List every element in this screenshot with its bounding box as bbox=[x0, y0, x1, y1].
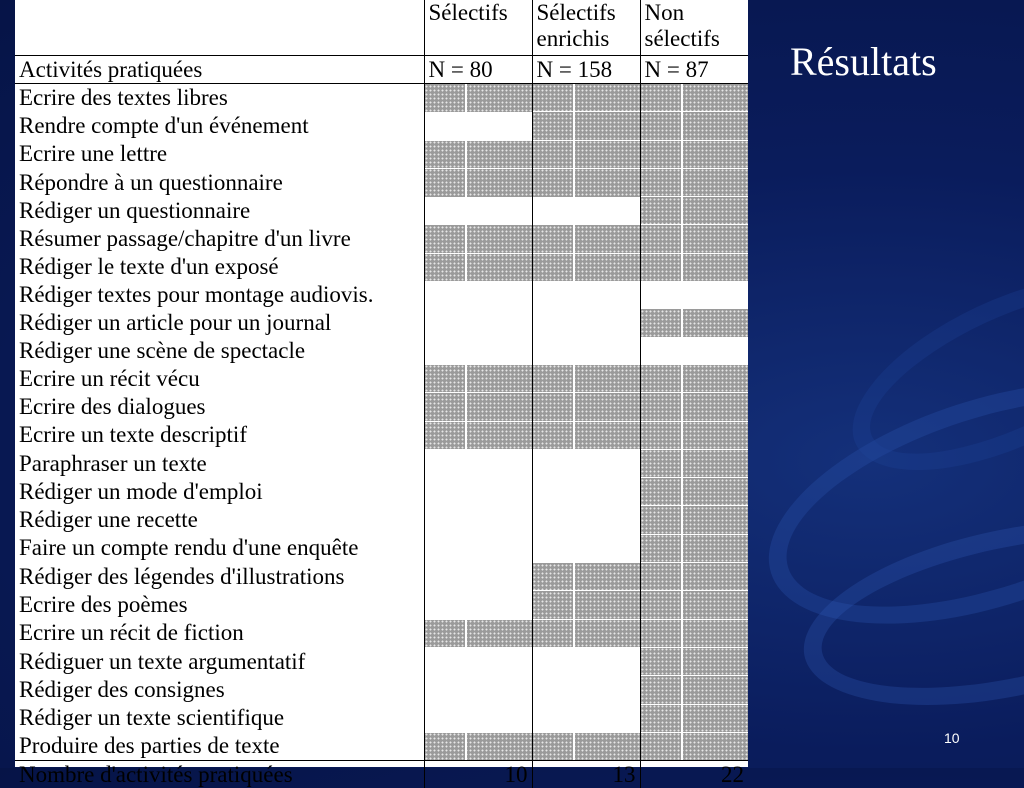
practice-cell-selectifs bbox=[424, 225, 532, 253]
practice-cell-non-selectifs bbox=[640, 225, 748, 253]
slide-title: Résultats bbox=[790, 39, 937, 84]
sample-size-row bbox=[15, 56, 748, 84]
practice-cell-selectifs bbox=[424, 364, 532, 392]
sample-size-enrichis: N = 158 bbox=[532, 56, 640, 84]
practice-cell-enrichis bbox=[532, 197, 640, 225]
slide-number: 10 bbox=[944, 730, 960, 746]
table-row bbox=[15, 140, 748, 168]
practice-cell-selectifs bbox=[424, 506, 532, 534]
activity-label: Résumer passage/chapitre d'un livre bbox=[19, 226, 351, 252]
activity-label: Rédiger une recette bbox=[19, 507, 198, 533]
activity-label: Ecrire des poèmes bbox=[19, 591, 188, 617]
activity-label: Rédiger un questionnaire bbox=[19, 197, 251, 223]
practice-cell-non-selectifs bbox=[640, 393, 748, 421]
table-row bbox=[15, 364, 748, 392]
table-row bbox=[15, 619, 748, 647]
practice-cell-enrichis bbox=[532, 421, 640, 449]
activity-label: Rédiger un mode d'emploi bbox=[19, 478, 263, 504]
practice-cell-selectifs bbox=[424, 449, 532, 477]
practice-cell-non-selectifs bbox=[640, 732, 748, 760]
activity-label: Paraphraser un texte bbox=[19, 450, 207, 476]
practice-cell-non-selectifs bbox=[640, 506, 748, 534]
practice-cell-selectifs bbox=[424, 253, 532, 281]
table-header-row bbox=[15, 0, 748, 56]
practice-cell-non-selectifs bbox=[640, 197, 748, 225]
practice-cell-non-selectifs bbox=[640, 112, 748, 140]
header-non-line1: Non bbox=[644, 0, 685, 25]
total-enrichis: 13 bbox=[532, 761, 640, 788]
table-row bbox=[15, 225, 748, 253]
practice-cell-non-selectifs bbox=[640, 676, 748, 704]
table-row bbox=[15, 478, 748, 506]
practice-cell-selectifs bbox=[424, 619, 532, 647]
table-row bbox=[15, 309, 748, 337]
table-row bbox=[15, 197, 748, 225]
table-row bbox=[15, 168, 748, 196]
activity-label: Rédiger des légendes d'illustrations bbox=[19, 563, 345, 589]
practice-cell-enrichis bbox=[532, 506, 640, 534]
activity-label: Rédiger une scène de spectacle bbox=[19, 337, 306, 363]
practice-cell-enrichis bbox=[532, 281, 640, 309]
table-row bbox=[15, 84, 748, 112]
practice-cell-selectifs bbox=[424, 309, 532, 337]
practice-cell-selectifs bbox=[424, 732, 532, 760]
practice-cell-enrichis bbox=[532, 225, 640, 253]
header-empty-cell bbox=[15, 0, 424, 56]
practice-cell-enrichis bbox=[532, 478, 640, 506]
practice-cell-selectifs bbox=[424, 140, 532, 168]
table-row bbox=[15, 337, 748, 365]
activity-label: Ecrire des textes libres bbox=[19, 84, 228, 110]
practice-cell-selectifs bbox=[424, 647, 532, 675]
table-row bbox=[15, 676, 748, 704]
practice-cell-enrichis bbox=[532, 732, 640, 760]
table-row bbox=[15, 506, 748, 534]
table-row bbox=[15, 281, 748, 309]
total-row bbox=[15, 761, 748, 788]
header-enrichis-line1: Sélectifs bbox=[536, 0, 616, 25]
practice-cell-enrichis bbox=[532, 112, 640, 140]
sample-size-non: N = 87 bbox=[640, 56, 748, 84]
table-row bbox=[15, 253, 748, 281]
practice-cell-non-selectifs bbox=[640, 337, 748, 365]
practice-cell-selectifs bbox=[424, 393, 532, 421]
practice-cell-non-selectifs bbox=[640, 478, 748, 506]
practice-cell-enrichis bbox=[532, 704, 640, 732]
table-row bbox=[15, 563, 748, 591]
header-enrichis bbox=[532, 0, 640, 56]
practice-cell-selectifs bbox=[424, 337, 532, 365]
practice-cell-enrichis bbox=[532, 676, 640, 704]
practice-cell-enrichis bbox=[532, 84, 640, 112]
table-row bbox=[15, 534, 748, 562]
practice-cell-enrichis bbox=[532, 168, 640, 196]
sample-size-selectifs: N = 80 bbox=[424, 56, 532, 84]
total-selectifs: 10 bbox=[424, 761, 532, 788]
header-selectifs bbox=[424, 0, 532, 56]
practice-cell-enrichis bbox=[532, 364, 640, 392]
table-row bbox=[15, 393, 748, 421]
practice-cell-enrichis bbox=[532, 140, 640, 168]
results-table bbox=[15, 0, 748, 788]
practice-cell-enrichis bbox=[532, 253, 640, 281]
activity-label: Ecrire une lettre bbox=[19, 141, 168, 167]
practice-cell-non-selectifs bbox=[640, 168, 748, 196]
practice-cell-enrichis bbox=[532, 647, 640, 675]
table-row bbox=[15, 112, 748, 140]
header-non-line2: sélectifs bbox=[644, 26, 720, 51]
practice-cell-enrichis bbox=[532, 449, 640, 477]
practice-cell-selectifs bbox=[424, 478, 532, 506]
header-enrichis-line2: enrichis bbox=[536, 26, 610, 51]
practice-cell-selectifs bbox=[424, 591, 532, 619]
practice-cell-selectifs bbox=[424, 84, 532, 112]
practice-cell-enrichis bbox=[532, 619, 640, 647]
practice-cell-non-selectifs bbox=[640, 647, 748, 675]
practice-cell-enrichis bbox=[532, 393, 640, 421]
activity-label: Ecrire un récit vécu bbox=[19, 365, 200, 391]
practice-cell-selectifs bbox=[424, 112, 532, 140]
activity-label: Rédiger textes pour montage audiovis. bbox=[19, 281, 374, 307]
practice-cell-non-selectifs bbox=[640, 619, 748, 647]
practice-cell-enrichis bbox=[532, 337, 640, 365]
practice-cell-selectifs bbox=[424, 281, 532, 309]
practice-cell-selectifs bbox=[424, 421, 532, 449]
activity-label: Faire un compte rendu d'une enquête bbox=[19, 535, 359, 561]
practice-cell-selectifs bbox=[424, 168, 532, 196]
table-row bbox=[15, 704, 748, 732]
total-label: Nombre d'activités pratiquées bbox=[15, 761, 424, 788]
practice-cell-non-selectifs bbox=[640, 449, 748, 477]
practice-cell-non-selectifs bbox=[640, 281, 748, 309]
practice-cell-non-selectifs bbox=[640, 421, 748, 449]
practice-cell-non-selectifs bbox=[640, 534, 748, 562]
practice-cell-enrichis bbox=[532, 563, 640, 591]
table-row bbox=[15, 647, 748, 675]
activity-label: Produire des parties de texte bbox=[19, 733, 280, 759]
practice-cell-selectifs bbox=[424, 563, 532, 591]
table-row bbox=[15, 732, 748, 760]
practice-cell-non-selectifs bbox=[640, 563, 748, 591]
activity-label: Ecrire un récit de fiction bbox=[19, 620, 244, 646]
practice-cell-non-selectifs bbox=[640, 364, 748, 392]
practice-cell-non-selectifs bbox=[640, 591, 748, 619]
activity-label: Rédiger un article pour un journal bbox=[19, 309, 332, 335]
table-row bbox=[15, 421, 748, 449]
practice-cell-selectifs bbox=[424, 197, 532, 225]
activity-label: Rédiger des consignes bbox=[19, 676, 225, 702]
total-non: 22 bbox=[640, 761, 748, 788]
table-row bbox=[15, 591, 748, 619]
header-non-selectifs bbox=[640, 0, 748, 56]
practice-cell-non-selectifs bbox=[640, 140, 748, 168]
table-row bbox=[15, 449, 748, 477]
activity-rows bbox=[15, 84, 748, 761]
activity-label: Ecrire des dialogues bbox=[19, 393, 206, 419]
practice-cell-selectifs bbox=[424, 704, 532, 732]
activities-table bbox=[15, 0, 748, 787]
activity-label: Rendre compte d'un événement bbox=[19, 112, 309, 138]
practice-cell-non-selectifs bbox=[640, 309, 748, 337]
activity-label: Rédiguer un texte argumentatif bbox=[19, 648, 306, 674]
header-selectifs-label: Sélectifs bbox=[428, 0, 508, 25]
activity-label: Rédiger un texte scientifique bbox=[19, 705, 285, 731]
practice-cell-enrichis bbox=[532, 309, 640, 337]
practice-cell-non-selectifs bbox=[640, 253, 748, 281]
activity-label: Répondre à un questionnaire bbox=[19, 169, 283, 195]
sample-size-label: Activités pratiquées bbox=[15, 56, 424, 84]
practice-cell-non-selectifs bbox=[640, 704, 748, 732]
activity-label: Rédiger le texte d'un exposé bbox=[19, 254, 279, 280]
practice-cell-enrichis bbox=[532, 534, 640, 562]
practice-cell-selectifs bbox=[424, 676, 532, 704]
practice-cell-non-selectifs bbox=[640, 84, 748, 112]
practice-cell-enrichis bbox=[532, 591, 640, 619]
practice-cell-selectifs bbox=[424, 534, 532, 562]
activity-label: Ecrire un texte descriptif bbox=[19, 422, 247, 448]
